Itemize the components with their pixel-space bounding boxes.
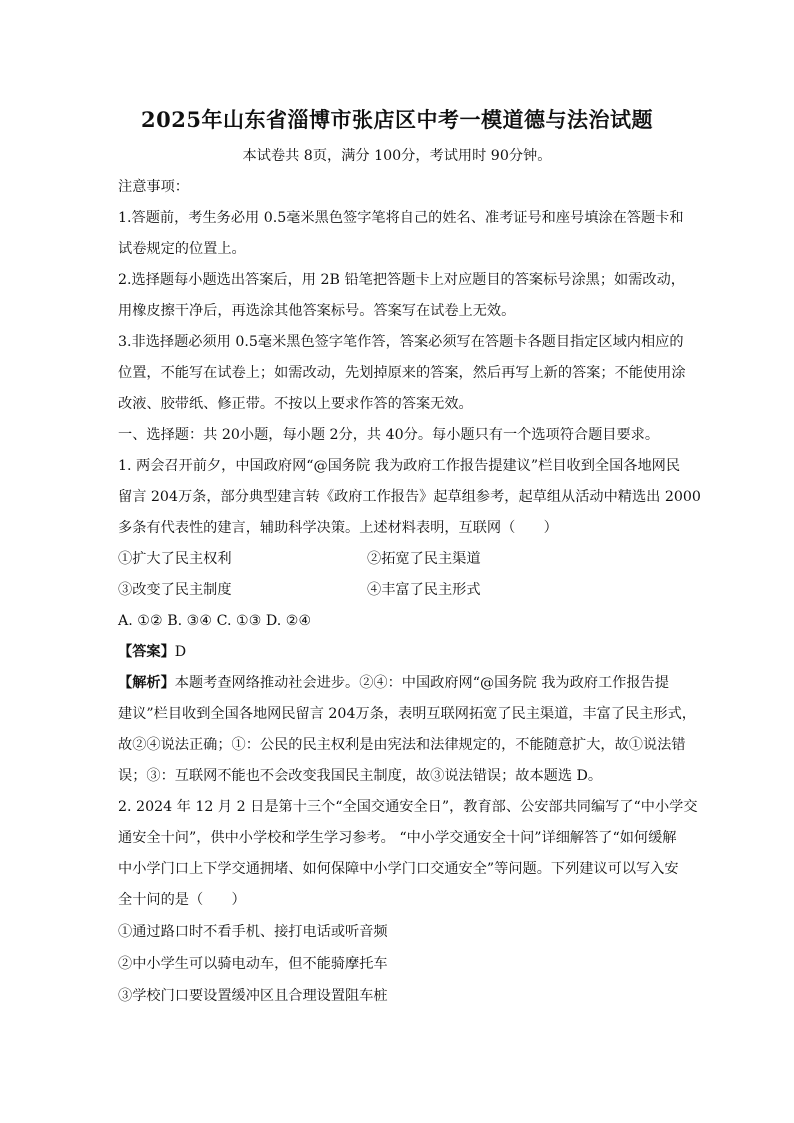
notice-line: 改液、胶带纸、修正带。不按以上要求作答的答案无效。 [118, 396, 473, 412]
exam-info: 本试卷共 8页，满分 100分，考试用时 90分钟。 [242, 148, 552, 164]
question-1-analysis [118, 673, 669, 693]
notice-line: 2.选择题每小题选出答案后，用 2B 铅笔把答题卡上对应题目的答案标号涂黑；如需改动， [118, 272, 685, 288]
analysis-line: 故②④说法正确；①：公民的民主权利是由宪法和法律规定的，不能随意扩大，故①说法错 [118, 737, 686, 753]
notice-line: 用橡皮擦干净后，再选涂其他答案标号。答案写在试卷上无效。 [118, 303, 516, 319]
question-1-stem: 1. 两会召开前夕，中国政府网“@国务院 我为政府工作报告提建议”栏目收到全国各地网民 [118, 458, 681, 474]
answer-label: 【答案】 [118, 644, 175, 660]
notice-line: 试卷规定的位置上。 [118, 241, 246, 257]
notice-line: 位置，不能写在试卷上；如需改动，先划掉原来的答案，然后再写上新的答案；不能使用涂 [118, 365, 686, 381]
analysis-line: 建议”栏目收到全国各地网民留言 204万条，表明互联网拓宽了民主渠道，丰富了民主形式， [118, 706, 696, 722]
analysis-text: 本题考查网络推动社会进步。②④：中国政府网“@国务院 我为政府工作报告提 [174, 675, 669, 691]
notice-line: 3.非选择题必须用 0.5毫米黑色签字笔作答，答案必须写在答题卡各题目指定区域内相应的 [118, 334, 684, 350]
question-1-answer [118, 642, 186, 662]
question-2-stem: 2. 2024 年 12 月 2 日是第十三个“全国交通安全日”，教育部、公安部共同编写了“中小学交 [118, 799, 698, 815]
notice-line: 1.答题前，考生务必用 0.5毫米黑色签字笔将自己的姓名、准考证号和座号填涂在答题卡和 [118, 210, 684, 226]
question-2-stem: 通安全十问”，供中小学校和学生学习参考。 “中小学交通安全十问”详细解答了“如何缓解 [118, 830, 677, 846]
question-1-option: ④丰富了民主形式 [367, 582, 481, 598]
question-1-option: ③改变了民主制度 [118, 582, 232, 598]
answer-value: D [174, 644, 187, 660]
question-1-stem: 留言 204万条，部分典型建言转《政府工作报告》起草组参考，起草组从活动中精选出 2000 [118, 489, 701, 505]
notice-heading: 注意事项： [118, 179, 189, 195]
question-1-option: ②拓宽了民主渠道 [367, 551, 481, 567]
page-title: 2025年山东省淄博市张店区中考一模道德与法治试题 [141, 107, 653, 132]
question-2-stem: 全十问的是（ ） [118, 892, 246, 908]
analysis-line: 误；③：互联网不能也不会改变我国民主制度，故③说法错误；故本题选 D。 [118, 768, 603, 784]
question-2-option: ③学校门口要设置缓冲区且合理设置阻车桩 [118, 988, 388, 1004]
section-heading: 一、选择题：共 20小题，每小题 2分，共 40分。每小题只有一个选项符合题目要求。 [118, 427, 660, 443]
question-2-option: ①通过路口时不看手机、接打电话或听音频 [118, 924, 388, 940]
analysis-label: 【解析】 [118, 675, 175, 691]
question-1-choices: A. ①② B. ③④ C. ①③ D. ②④ [118, 613, 312, 629]
question-2-stem: 中小学门口上下学交通拥堵、如何保障中小学门口交通安全”等问题。下列建议可以写入安 [118, 861, 679, 877]
question-1-option: ①扩大了民主权利 [118, 551, 232, 567]
question-2-option: ②中小学生可以骑电动车，但不能骑摩托车 [118, 956, 388, 972]
question-1-stem: 多条有代表性的建言，辅助科学决策。上述材料表明，互联网（ ） [118, 520, 558, 536]
